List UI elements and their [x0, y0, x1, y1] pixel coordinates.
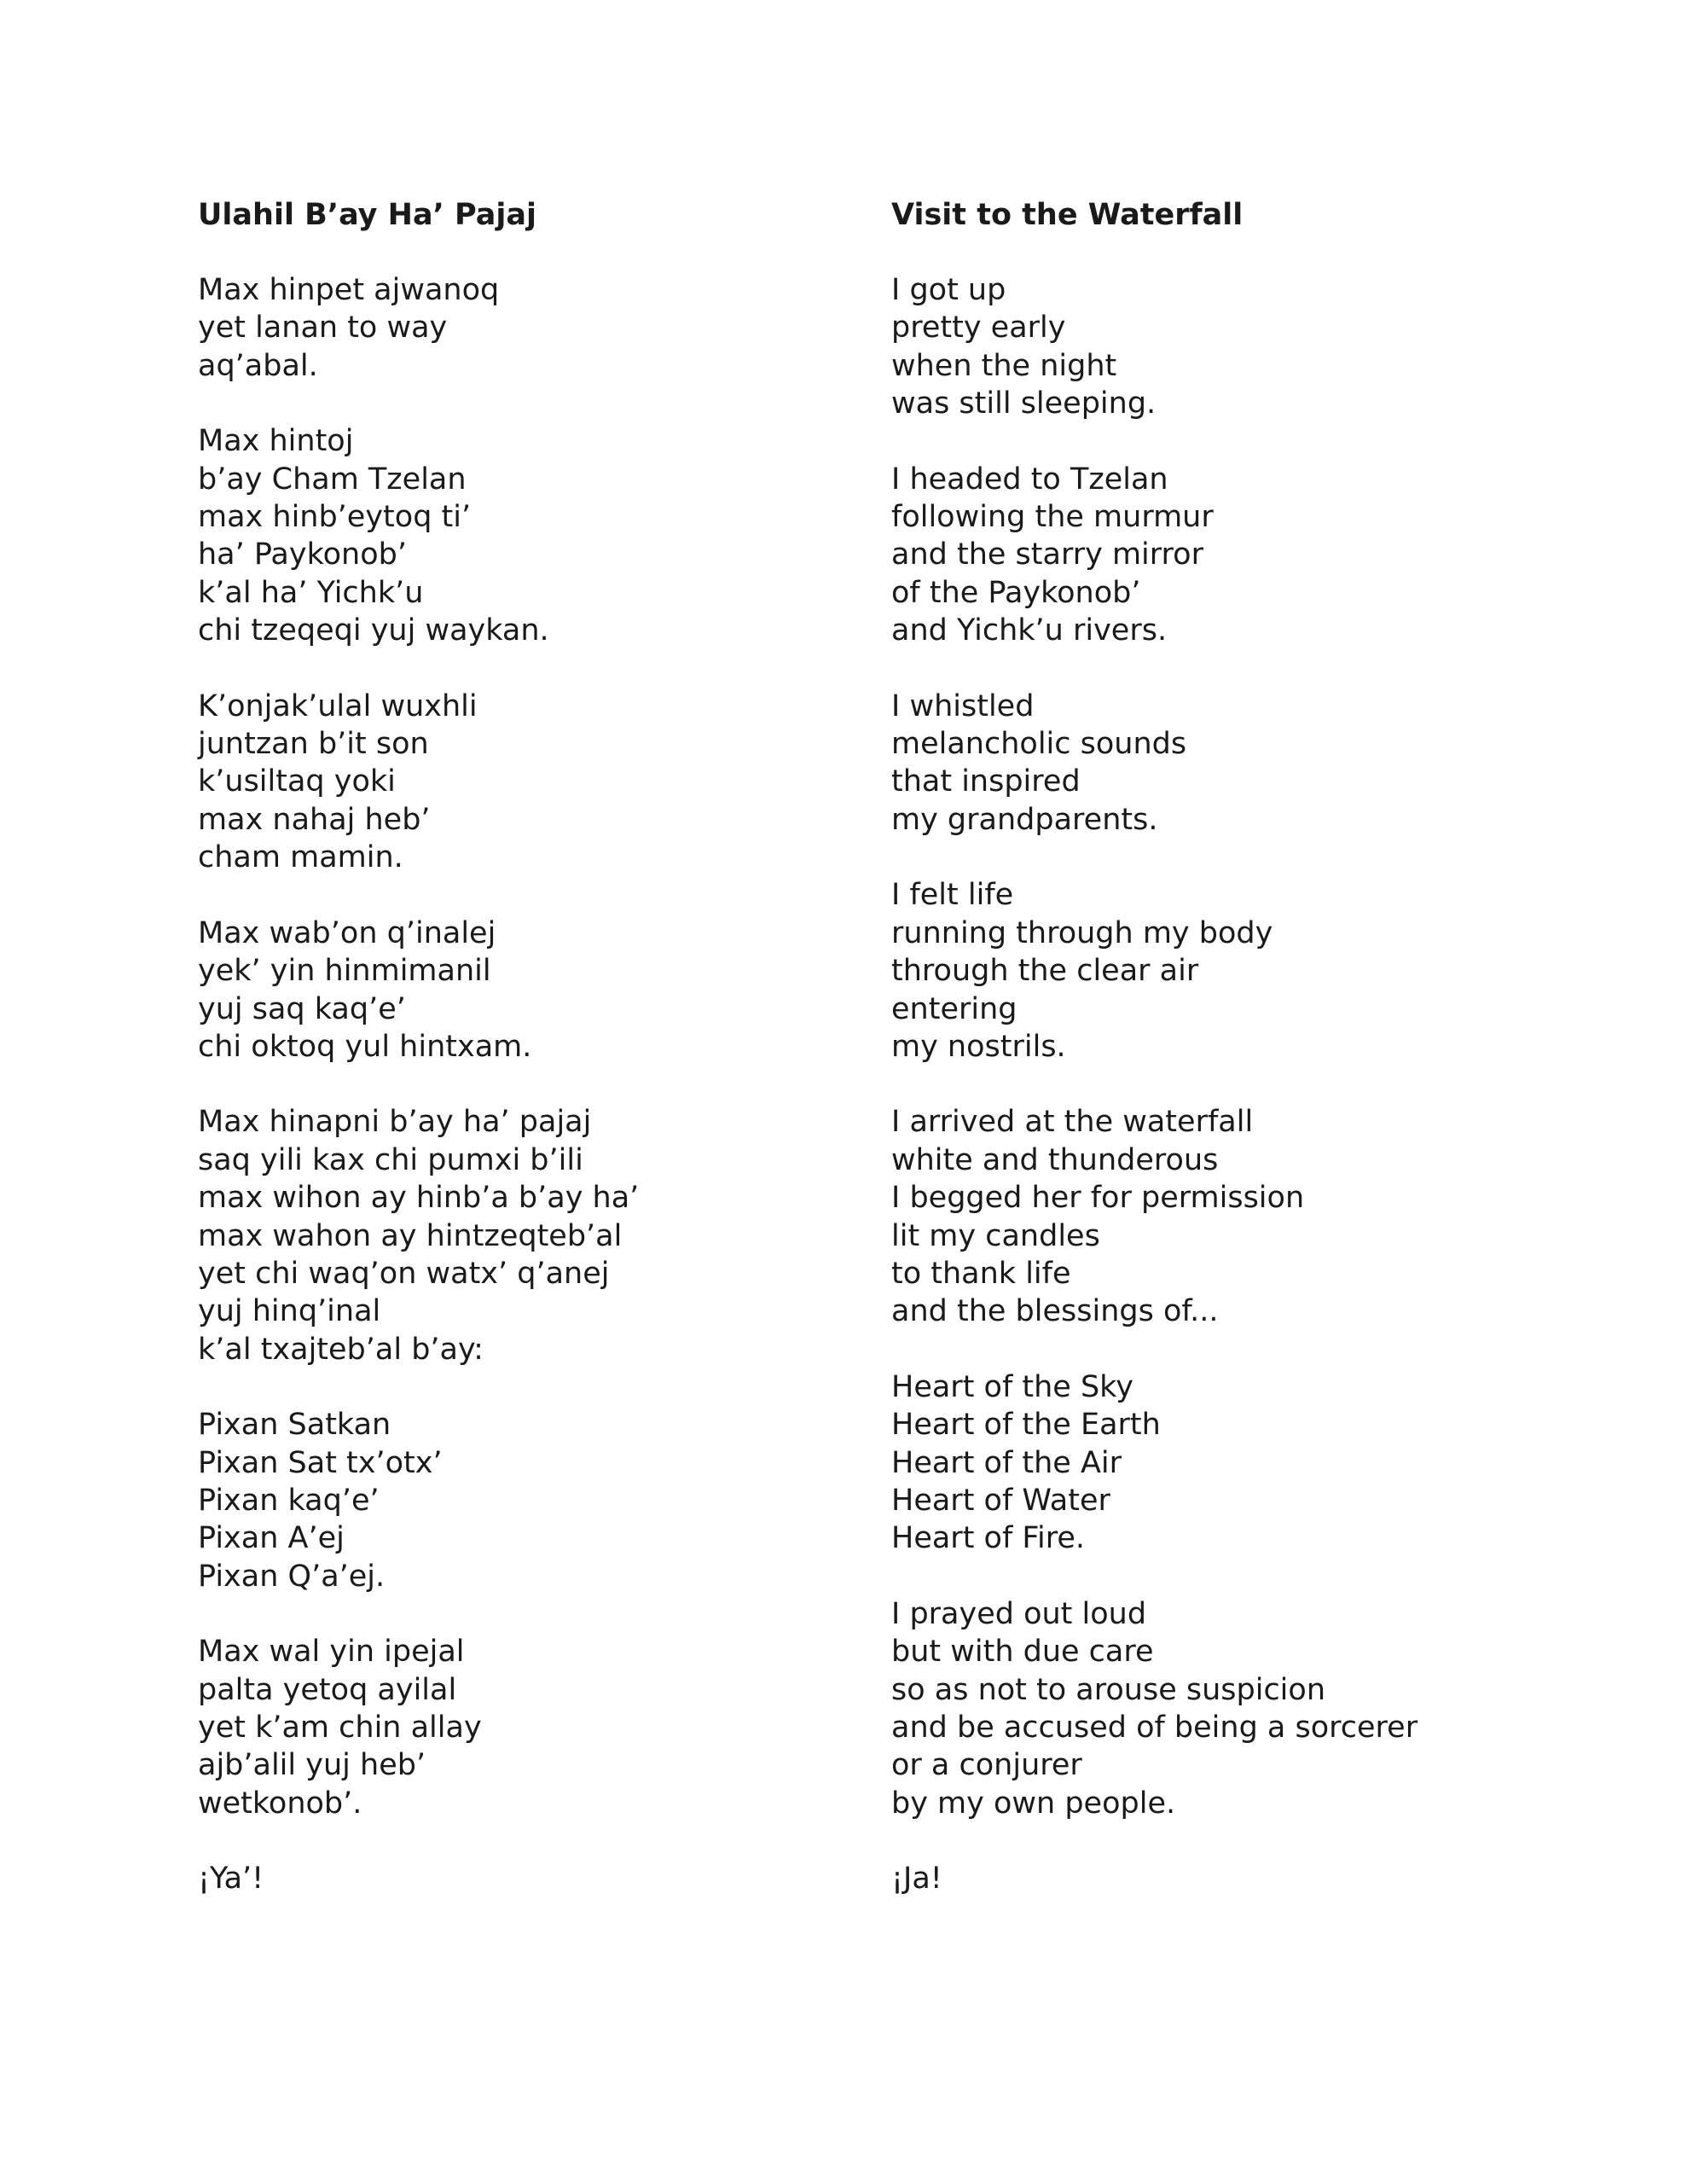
- poem-line: Heart of the Air: [891, 1445, 1122, 1480]
- poem-column-english: [891, 196, 1539, 1936]
- poem-line: and the blessings of...: [891, 1294, 1219, 1329]
- poem-line: I whistled: [891, 688, 1035, 723]
- poem-line: Pixan A’ej: [198, 1521, 345, 1556]
- stanza: [198, 422, 846, 649]
- poem-body: [198, 271, 846, 1898]
- poem-line: entering: [891, 991, 1017, 1026]
- stanza: [198, 1406, 846, 1595]
- poem-line: when the night: [891, 348, 1117, 383]
- poem-line: I arrived at the waterfall: [891, 1105, 1254, 1140]
- poem-line: was still sleeping.: [891, 386, 1157, 421]
- stanza: [198, 915, 846, 1066]
- poem-line: Heart of Water: [891, 1483, 1110, 1518]
- poem-line: pretty early: [891, 311, 1066, 346]
- poem-line: juntzan b’it son: [198, 727, 429, 762]
- poem-line: melancholic sounds: [891, 727, 1187, 762]
- stanza: [891, 1103, 1539, 1330]
- poem-line: k’usiltaq yoki: [198, 764, 396, 799]
- poem-line: ¡Ja!: [891, 1862, 942, 1896]
- poem-line: but with due care: [891, 1635, 1154, 1670]
- poem-line: yet lanan to way: [198, 311, 448, 346]
- poem-line: max wahon ay hintzeqteb’al: [198, 1218, 623, 1253]
- stanza: [891, 1368, 1539, 1558]
- poem-line: Max hinapni b’ay ha’ pajaj: [198, 1105, 592, 1140]
- poem-line: max wihon ay hinb’a b’ay ha’: [198, 1181, 640, 1216]
- poem-line: yet k’am chin allay: [198, 1711, 482, 1745]
- poem-body: [891, 271, 1539, 1898]
- poem-line: I begged her for permission: [891, 1181, 1305, 1216]
- poem-title: Ulahil B’ay Ha’ Pajaj: [198, 198, 536, 232]
- poem-line: saq yili kax chi pumxi b’ili: [198, 1142, 583, 1177]
- poem-line: by my own people.: [891, 1786, 1176, 1821]
- poem-line: so as not to arouse suspicion: [891, 1672, 1326, 1707]
- poem-line: my nostrils.: [891, 1029, 1066, 1064]
- poem-line: ¡Ya’!: [198, 1862, 264, 1896]
- poem-line: yuj saq kaq’e’: [198, 991, 406, 1026]
- poem-line: running through my body: [891, 915, 1273, 950]
- poem-line: chi tzeqeqi yuj waykan.: [198, 613, 549, 648]
- poem-column-kanjobal: [198, 196, 846, 1936]
- poem-line: yuj hinq’inal: [198, 1294, 381, 1329]
- stanza: [891, 876, 1539, 1066]
- poem-line: ajb’alil yuj heb’: [198, 1748, 426, 1783]
- poem-line: Pixan kaq’e’: [198, 1483, 380, 1518]
- stanza: [891, 271, 1539, 423]
- poem-line: I prayed out loud: [891, 1596, 1147, 1631]
- poem-line: I headed to Tzelan: [891, 462, 1168, 497]
- stanza: [198, 1633, 846, 1822]
- stanza: [198, 1103, 846, 1368]
- poem-line: Heart of Fire.: [891, 1521, 1085, 1556]
- poem-line: K’onjak’ulal wuxhli: [198, 688, 478, 723]
- poem-line: of the Paykonob’: [891, 575, 1141, 610]
- poem-line: aq’abal.: [198, 348, 318, 383]
- poem-line: max hinb’eytoq ti’: [198, 500, 472, 535]
- poem-line: and Yichk’u rivers.: [891, 613, 1168, 648]
- stanza: [198, 271, 846, 385]
- poem-line: Max wal yin ipejal: [198, 1635, 465, 1670]
- poem-line: Heart of the Sky: [891, 1369, 1133, 1404]
- poem-line: my grandparents.: [891, 802, 1158, 837]
- poem-line: lit my candles: [891, 1218, 1100, 1253]
- stanza: [198, 688, 846, 877]
- poem-line: Max hintoj: [198, 424, 354, 459]
- poem-line: yet chi waq’on watx’ q’anej: [198, 1256, 610, 1291]
- stanza: [891, 688, 1539, 839]
- poem-line: I got up: [891, 273, 1006, 307]
- poem-line: cham mamin.: [198, 840, 403, 875]
- poem-line: Heart of the Earth: [891, 1408, 1161, 1443]
- stanza: [891, 461, 1539, 650]
- poem-line: Pixan Satkan: [198, 1408, 391, 1443]
- poem-line: k’al ha’ Yichk’u: [198, 575, 424, 610]
- poem-line: Max wab’on q’inalej: [198, 915, 496, 950]
- poem-line: following the murmur: [891, 500, 1214, 535]
- poem-line: palta yetoq ayilal: [198, 1672, 457, 1707]
- stanza: [891, 1595, 1539, 1822]
- poem-line: max nahaj heb’: [198, 802, 431, 837]
- poem-line: Pixan Q’a’ej.: [198, 1559, 386, 1594]
- poem-line: chi oktoq yul hintxam.: [198, 1029, 532, 1064]
- poem-title: Visit to the Waterfall: [891, 198, 1244, 232]
- poem-line: Pixan Sat tx’otx’: [198, 1445, 443, 1480]
- poem-line: Max hinpet ajwanoq: [198, 273, 500, 307]
- poem-line: ha’ Paykonob’: [198, 537, 407, 572]
- poem-line: b’ay Cham Tzelan: [198, 462, 467, 497]
- poem-line: through the clear air: [891, 954, 1199, 989]
- stanza: [891, 1860, 1539, 1897]
- poem-line: to thank life: [891, 1256, 1071, 1291]
- poem-line: and be accused of being a sorcerer: [891, 1711, 1418, 1745]
- poem-line: k’al txajteb’al b’ay:: [198, 1332, 484, 1367]
- poem-line: wetkonob’.: [198, 1786, 362, 1821]
- poem-line: I felt life: [891, 878, 1014, 913]
- poem-line: yek’ yin hinmimanil: [198, 954, 491, 989]
- stanza: [198, 1860, 846, 1897]
- poem-line: and the starry mirror: [891, 537, 1203, 572]
- poem-line: white and thunderous: [891, 1142, 1219, 1177]
- poem-line: that inspired: [891, 764, 1081, 799]
- poem-line: or a conjurer: [891, 1748, 1082, 1783]
